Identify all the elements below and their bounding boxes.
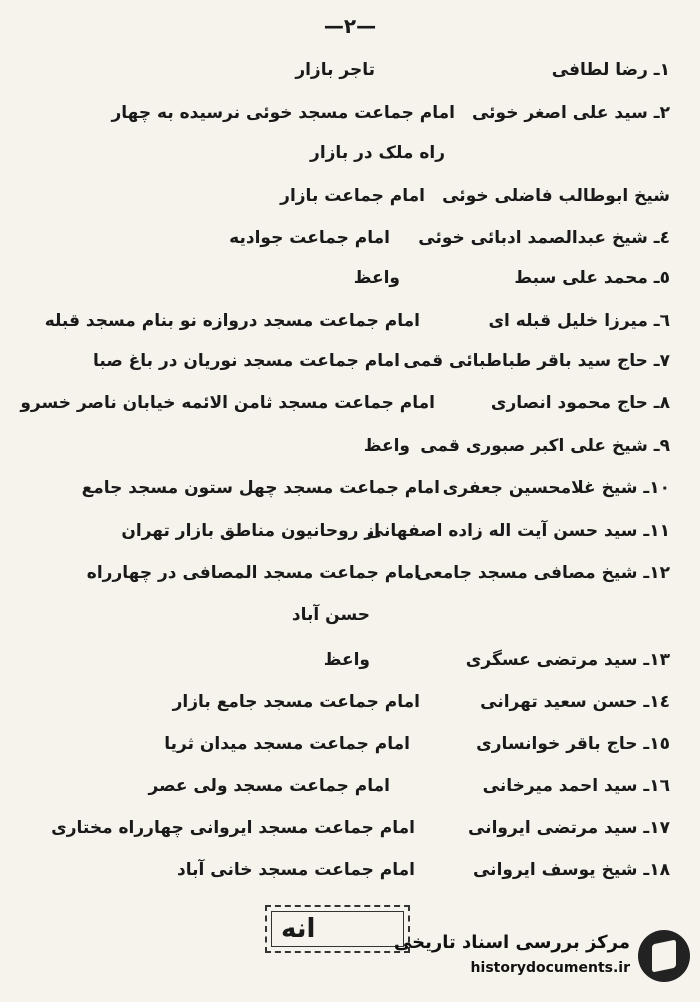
person-name: ۱۲ـ شیخ مصافی مسجد جامعی: [415, 563, 670, 583]
person-role: امام جماعت مسجد المصافی در چهارراه: [86, 563, 420, 583]
list-item: [60, 351, 670, 383]
list-item: [51, 818, 670, 850]
list-item: [60, 860, 670, 892]
watermark-url: historydocuments.ir: [470, 960, 630, 976]
person-role: امام جماعت مسجد چهل ستون مسجد جامع: [81, 478, 440, 498]
list-item: [60, 103, 670, 135]
person-name: ۱۸ـ شیخ یوسف ایروانی: [472, 860, 670, 880]
stamp: انه: [265, 905, 410, 953]
list-item: [60, 650, 670, 682]
person-name: ٦ـ میرزا خلیل قبله ای: [488, 311, 670, 331]
person-name: ۹ـ شیخ علی اکبر صبوری قمی: [420, 436, 670, 456]
person-role: امام جماعت مسجد میدان ثریا: [164, 734, 410, 754]
list-item: [60, 478, 670, 510]
person-name: ۲ـ سید علی اصغر خوئی: [471, 103, 670, 123]
person-role: واعظ: [323, 650, 370, 670]
list-item: [60, 521, 670, 553]
role-continuation: راه ملک در بازار: [310, 143, 445, 163]
list-item: [60, 563, 670, 595]
person-role: امام جماعت مسجد ثامن الائمه خیابان ناصر خسرو: [20, 393, 435, 413]
person-role: واعظ: [353, 268, 400, 288]
page-number: —٢—: [323, 14, 377, 38]
person-role: امام جماعت بازار: [280, 186, 425, 206]
list-item: [60, 734, 670, 766]
person-name: ۱۰ـ شیخ غلامحسین جعفری: [442, 478, 670, 498]
person-role: از روحانیون مناطق بازار تهران: [121, 521, 380, 541]
person-name: ۱٥ـ حاج باقر خوانساری: [476, 734, 670, 754]
list-item: [60, 60, 670, 92]
list-item: [60, 228, 670, 260]
person-role: واعظ: [363, 436, 410, 456]
person-role: امام جماعت جوادیه: [229, 228, 390, 248]
person-name: ۱٤ـ حسن سعید تهرانی: [480, 692, 670, 712]
list-item: [20, 393, 670, 425]
role-continuation: حسن آباد: [291, 605, 370, 625]
list-item: [60, 776, 670, 808]
list-item: [60, 436, 670, 468]
person-name: ۱ـ رضا لطافی: [551, 60, 670, 80]
list-item: [60, 186, 670, 218]
person-name: ۸ـ حاج محمود انصاری: [490, 393, 670, 413]
person-name: ٤ـ شیخ عبدالصمد ادبائی خوئی: [418, 228, 670, 248]
person-role: امام جماعت مسجد ولی عصر: [148, 776, 390, 796]
archive-logo-icon: [638, 930, 690, 982]
person-name: ۱۷ـ سید مرتضی ایروانی: [467, 818, 670, 838]
list-item: [60, 268, 670, 300]
person-name: ۱٦ـ سید احمد میرخانی: [482, 776, 670, 796]
list-item: [44, 311, 670, 343]
list-item: [60, 692, 670, 724]
person-role: امام جماعت مسجد خوئی نرسیده به چهار: [111, 103, 455, 123]
person-role: امام جماعت مسجد خانی آباد: [177, 860, 415, 880]
person-name: شیخ ابوطالب فاضلی خوئی: [442, 186, 670, 206]
person-role: امام جماعت مسجد نوریان در باغ صبا: [93, 351, 400, 371]
person-role: امام جماعت مسجد دروازه نو بنام مسجد قبله: [44, 311, 420, 331]
person-role: تاجر بازار: [295, 60, 375, 80]
person-role: امام جماعت مسجد جامع بازار: [172, 692, 420, 712]
person-role: امام جماعت مسجد ایروانی چهارراه مختاری: [51, 818, 415, 838]
person-name: ۱۳ـ سید مرتضی عسگری: [465, 650, 670, 670]
watermark: [390, 928, 690, 988]
watermark-title: مرکز بررسی اسناد تاریخی: [393, 932, 630, 953]
person-name: ٥ـ محمد علی سبط: [514, 268, 670, 288]
person-name: ۷ـ حاج سید باقر طباطبائی قمی: [403, 351, 670, 371]
person-name: ۱۱ـ سید حسن آیت اله زاده اصفهانی: [366, 521, 670, 541]
